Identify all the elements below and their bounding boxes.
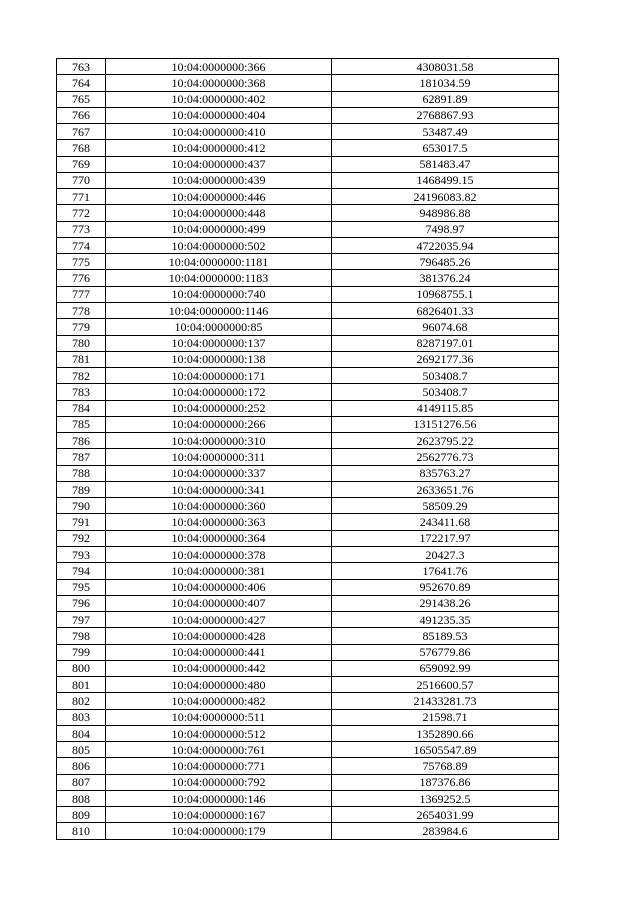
- value-cell: 2623795.22: [332, 433, 559, 449]
- row-number-cell: 771: [57, 189, 106, 205]
- row-number-cell: 800: [57, 660, 106, 676]
- cadastral-number-cell: 10:04:0000000:138: [106, 351, 332, 367]
- row-number-cell: 778: [57, 302, 106, 318]
- value-cell: 53487.49: [332, 124, 559, 140]
- row-number-cell: 789: [57, 481, 106, 497]
- table-row: [57, 807, 559, 823]
- cadastral-number-cell: 10:04:0000000:311: [106, 449, 332, 465]
- row-number-cell: 807: [57, 774, 106, 790]
- table-row: [57, 319, 559, 335]
- table-row: [57, 742, 559, 758]
- value-cell: 1352890.66: [332, 725, 559, 741]
- table-row: [57, 677, 559, 693]
- cadastral-number-cell: 10:04:0000000:441: [106, 644, 332, 660]
- cadastral-number-cell: 10:04:0000000:1183: [106, 270, 332, 286]
- table-row: [57, 75, 559, 91]
- row-number-cell: 806: [57, 758, 106, 774]
- row-number-cell: 784: [57, 400, 106, 416]
- row-number-cell: 796: [57, 595, 106, 611]
- value-cell: 491235.35: [332, 612, 559, 628]
- row-number-cell: 782: [57, 368, 106, 384]
- value-cell: 17641.76: [332, 563, 559, 579]
- value-cell: 96074.68: [332, 319, 559, 335]
- cadastral-number-cell: 10:04:0000000:480: [106, 677, 332, 693]
- table-row: [57, 644, 559, 660]
- row-number-cell: 791: [57, 514, 106, 530]
- table-row: [57, 660, 559, 676]
- row-number-cell: 804: [57, 725, 106, 741]
- row-number-cell: 763: [57, 59, 106, 75]
- cadastral-number-cell: 10:04:0000000:171: [106, 368, 332, 384]
- cadastral-number-cell: 10:04:0000000:442: [106, 660, 332, 676]
- row-number-cell: 810: [57, 823, 106, 839]
- table-row: [57, 498, 559, 514]
- row-number-cell: 797: [57, 612, 106, 628]
- row-number-cell: 787: [57, 449, 106, 465]
- cadastral-number-cell: 10:04:0000000:1146: [106, 302, 332, 318]
- row-number-cell: 801: [57, 677, 106, 693]
- row-number-cell: 803: [57, 709, 106, 725]
- table-row: [57, 823, 559, 839]
- table-row: [57, 59, 559, 75]
- value-cell: 503408.7: [332, 384, 559, 400]
- value-cell: 20427.3: [332, 546, 559, 562]
- row-number-cell: 768: [57, 140, 106, 156]
- value-cell: 581483.47: [332, 156, 559, 172]
- value-cell: 835763.27: [332, 465, 559, 481]
- row-number-cell: 767: [57, 124, 106, 140]
- value-cell: 576779.86: [332, 644, 559, 660]
- table-row: [57, 790, 559, 806]
- value-cell: 16505547.89: [332, 742, 559, 758]
- row-number-cell: 795: [57, 579, 106, 595]
- row-number-cell: 776: [57, 270, 106, 286]
- value-cell: 796485.26: [332, 254, 559, 270]
- value-cell: 243411.68: [332, 514, 559, 530]
- table-row: [57, 465, 559, 481]
- row-number-cell: 798: [57, 628, 106, 644]
- value-cell: 6826401.33: [332, 302, 559, 318]
- table-row: [57, 156, 559, 172]
- cadastral-number-cell: 10:04:0000000:428: [106, 628, 332, 644]
- value-cell: 2516600.57: [332, 677, 559, 693]
- cadastral-number-cell: 10:04:0000000:482: [106, 693, 332, 709]
- row-number-cell: 770: [57, 172, 106, 188]
- cadastral-number-cell: 10:04:0000000:360: [106, 498, 332, 514]
- table-row: [57, 368, 559, 384]
- value-cell: 7498.97: [332, 221, 559, 237]
- value-cell: 181034.59: [332, 75, 559, 91]
- table-row: [57, 546, 559, 562]
- table-row: [57, 612, 559, 628]
- row-number-cell: 781: [57, 351, 106, 367]
- table-row: [57, 384, 559, 400]
- value-cell: 2562776.73: [332, 449, 559, 465]
- table-row: [57, 433, 559, 449]
- table-row: [57, 693, 559, 709]
- value-cell: 21433281.73: [332, 693, 559, 709]
- cadastral-number-cell: 10:04:0000000:364: [106, 530, 332, 546]
- cadastral-number-cell: 10:04:0000000:412: [106, 140, 332, 156]
- value-cell: 952670.89: [332, 579, 559, 595]
- value-cell: 172217.97: [332, 530, 559, 546]
- value-cell: 85189.53: [332, 628, 559, 644]
- value-cell: 291438.26: [332, 595, 559, 611]
- table-row: [57, 758, 559, 774]
- table-row: [57, 774, 559, 790]
- cadastral-number-cell: 10:04:0000000:502: [106, 237, 332, 253]
- cadastral-number-cell: 10:04:0000000:410: [106, 124, 332, 140]
- table-row: [57, 514, 559, 530]
- table-row: [57, 481, 559, 497]
- value-cell: 381376.24: [332, 270, 559, 286]
- cadastral-number-cell: 10:04:0000000:337: [106, 465, 332, 481]
- cadastral-number-cell: 10:04:0000000:167: [106, 807, 332, 823]
- cadastral-number-cell: 10:04:0000000:172: [106, 384, 332, 400]
- row-number-cell: 765: [57, 91, 106, 107]
- cadastral-number-cell: 10:04:0000000:378: [106, 546, 332, 562]
- value-cell: 2692177.36: [332, 351, 559, 367]
- table-row: [57, 725, 559, 741]
- data-table: [56, 58, 559, 840]
- table-row: [57, 107, 559, 123]
- table-row: [57, 124, 559, 140]
- row-number-cell: 785: [57, 416, 106, 432]
- cadastral-number-cell: 10:04:0000000:368: [106, 75, 332, 91]
- table-row: [57, 595, 559, 611]
- value-cell: 75768.89: [332, 758, 559, 774]
- table-row: [57, 579, 559, 595]
- row-number-cell: 772: [57, 205, 106, 221]
- row-number-cell: 774: [57, 237, 106, 253]
- row-number-cell: 783: [57, 384, 106, 400]
- cadastral-number-cell: 10:04:0000000:407: [106, 595, 332, 611]
- cadastral-number-cell: 10:04:0000000:85: [106, 319, 332, 335]
- value-cell: 8287197.01: [332, 335, 559, 351]
- cadastral-number-cell: 10:04:0000000:437: [106, 156, 332, 172]
- cadastral-number-cell: 10:04:0000000:511: [106, 709, 332, 725]
- table-row: [57, 335, 559, 351]
- value-cell: 187376.86: [332, 774, 559, 790]
- value-cell: 1468499.15: [332, 172, 559, 188]
- cadastral-number-cell: 10:04:0000000:252: [106, 400, 332, 416]
- row-number-cell: 790: [57, 498, 106, 514]
- cadastral-number-cell: 10:04:0000000:381: [106, 563, 332, 579]
- table-row: [57, 91, 559, 107]
- value-cell: 2768867.93: [332, 107, 559, 123]
- row-number-cell: 779: [57, 319, 106, 335]
- table-row: [57, 140, 559, 156]
- value-cell: 653017.5: [332, 140, 559, 156]
- row-number-cell: 769: [57, 156, 106, 172]
- cadastral-number-cell: 10:04:0000000:761: [106, 742, 332, 758]
- cadastral-number-cell: 10:04:0000000:446: [106, 189, 332, 205]
- table-row: [57, 254, 559, 270]
- value-cell: 659092.99: [332, 660, 559, 676]
- cadastral-number-cell: 10:04:0000000:406: [106, 579, 332, 595]
- table-row: [57, 449, 559, 465]
- cadastral-number-cell: 10:04:0000000:363: [106, 514, 332, 530]
- row-number-cell: 805: [57, 742, 106, 758]
- table-row: [57, 189, 559, 205]
- row-number-cell: 786: [57, 433, 106, 449]
- value-cell: 503408.7: [332, 368, 559, 384]
- row-number-cell: 773: [57, 221, 106, 237]
- table-row: [57, 205, 559, 221]
- value-cell: 283984.6: [332, 823, 559, 839]
- cadastral-number-cell: 10:04:0000000:404: [106, 107, 332, 123]
- cadastral-number-cell: 10:04:0000000:310: [106, 433, 332, 449]
- cadastral-number-cell: 10:04:0000000:146: [106, 790, 332, 806]
- value-cell: 13151276.56: [332, 416, 559, 432]
- value-cell: 21598.71: [332, 709, 559, 725]
- row-number-cell: 775: [57, 254, 106, 270]
- table-row: [57, 628, 559, 644]
- cadastral-number-cell: 10:04:0000000:512: [106, 725, 332, 741]
- table-row: [57, 221, 559, 237]
- cadastral-number-cell: 10:04:0000000:366: [106, 59, 332, 75]
- row-number-cell: 792: [57, 530, 106, 546]
- table-row: [57, 563, 559, 579]
- cadastral-number-cell: 10:04:0000000:499: [106, 221, 332, 237]
- value-cell: 4722035.94: [332, 237, 559, 253]
- value-cell: 58509.29: [332, 498, 559, 514]
- table-row: [57, 351, 559, 367]
- table-row: [57, 530, 559, 546]
- row-number-cell: 788: [57, 465, 106, 481]
- cadastral-number-cell: 10:04:0000000:1181: [106, 254, 332, 270]
- value-cell: 4308031.58: [332, 59, 559, 75]
- table-row: [57, 286, 559, 302]
- table-row: [57, 400, 559, 416]
- table-row: [57, 416, 559, 432]
- table-row: [57, 709, 559, 725]
- row-number-cell: 780: [57, 335, 106, 351]
- table-row: [57, 172, 559, 188]
- cadastral-number-cell: 10:04:0000000:740: [106, 286, 332, 302]
- row-number-cell: 802: [57, 693, 106, 709]
- value-cell: 10968755.1: [332, 286, 559, 302]
- cadastral-number-cell: 10:04:0000000:137: [106, 335, 332, 351]
- table-row: [57, 237, 559, 253]
- row-number-cell: 799: [57, 644, 106, 660]
- cadastral-number-cell: 10:04:0000000:179: [106, 823, 332, 839]
- cadastral-number-cell: 10:04:0000000:448: [106, 205, 332, 221]
- row-number-cell: 793: [57, 546, 106, 562]
- cadastral-number-cell: 10:04:0000000:266: [106, 416, 332, 432]
- cadastral-number-cell: 10:04:0000000:341: [106, 481, 332, 497]
- row-number-cell: 764: [57, 75, 106, 91]
- value-cell: 1369252.5: [332, 790, 559, 806]
- row-number-cell: 766: [57, 107, 106, 123]
- value-cell: 4149115.85: [332, 400, 559, 416]
- row-number-cell: 777: [57, 286, 106, 302]
- row-number-cell: 809: [57, 807, 106, 823]
- table-row: [57, 270, 559, 286]
- value-cell: 62891.89: [332, 91, 559, 107]
- value-cell: 2633651.76: [332, 481, 559, 497]
- value-cell: 2654031.99: [332, 807, 559, 823]
- cadastral-number-cell: 10:04:0000000:427: [106, 612, 332, 628]
- row-number-cell: 794: [57, 563, 106, 579]
- cadastral-number-cell: 10:04:0000000:402: [106, 91, 332, 107]
- value-cell: 24196083.82: [332, 189, 559, 205]
- cadastral-number-cell: 10:04:0000000:771: [106, 758, 332, 774]
- cadastral-number-cell: 10:04:0000000:439: [106, 172, 332, 188]
- table-row: [57, 302, 559, 318]
- row-number-cell: 808: [57, 790, 106, 806]
- cadastral-number-cell: 10:04:0000000:792: [106, 774, 332, 790]
- table-body: [57, 59, 559, 840]
- value-cell: 948986.88: [332, 205, 559, 221]
